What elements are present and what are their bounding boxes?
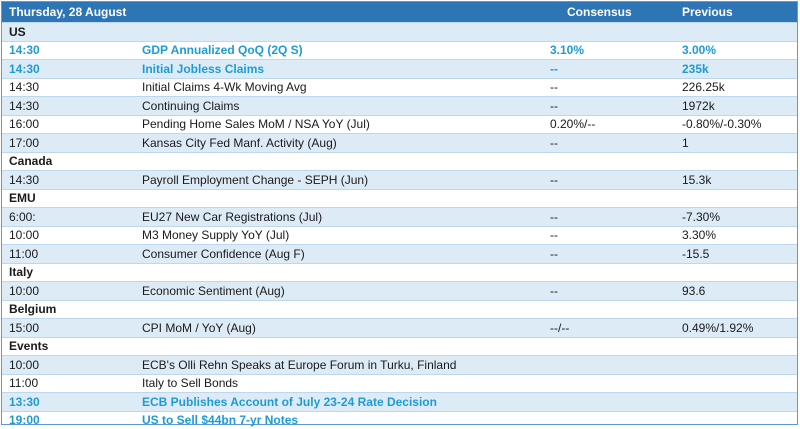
previous-cell: -15.5	[682, 247, 797, 261]
consensus-cell: --	[550, 80, 682, 94]
previous-cell: 226.25k	[682, 80, 797, 94]
table-row	[2, 355, 797, 374]
section-row	[2, 22, 797, 41]
date-header: Thursday, 28 August	[2, 5, 142, 19]
table-row	[2, 133, 797, 152]
consensus-cell: --/--	[550, 321, 682, 335]
event-cell: Pending Home Sales MoM / NSA YoY (Jul)	[142, 117, 550, 131]
table-row	[2, 115, 797, 134]
time-cell: 10:00	[2, 228, 142, 242]
time-cell: 14:30	[2, 173, 142, 187]
time-cell: 15:00	[2, 321, 142, 335]
event-cell: Initial Claims 4-Wk Moving Avg	[142, 80, 550, 94]
previous-cell: 1	[682, 136, 797, 150]
table-header	[2, 2, 797, 22]
time-cell: EMU	[2, 191, 142, 205]
event-cell: Economic Sentiment (Aug)	[142, 284, 550, 298]
consensus-cell: 3.10%	[550, 43, 682, 57]
event-cell: Italy to Sell Bonds	[142, 376, 550, 390]
table-row	[2, 318, 797, 337]
consensus-cell: --	[550, 173, 682, 187]
table-row	[2, 59, 797, 78]
time-cell: 11:00	[2, 247, 142, 261]
event-cell: Payroll Employment Change - SEPH (Jun)	[142, 173, 550, 187]
previous-cell: 235k	[682, 62, 797, 76]
previous-cell: 1972k	[682, 99, 797, 113]
consensus-cell: --	[550, 284, 682, 298]
section-row	[2, 152, 797, 171]
event-cell: Consumer Confidence (Aug F)	[142, 247, 550, 261]
table-row	[2, 170, 797, 189]
table-row	[2, 374, 797, 393]
event-cell: ECB Publishes Account of July 23-24 Rate Decision	[142, 395, 550, 409]
time-cell: 16:00	[2, 117, 142, 131]
time-cell: 13:30	[2, 395, 142, 409]
table-row	[2, 244, 797, 263]
time-cell: 19:00	[2, 413, 142, 427]
table-row	[2, 411, 797, 429]
previous-cell: -0.80%/-0.30%	[682, 117, 797, 131]
previous-cell: 3.00%	[682, 43, 797, 57]
consensus-cell: --	[550, 99, 682, 113]
consensus-cell: --	[550, 136, 682, 150]
time-cell: 10:00	[2, 284, 142, 298]
time-cell: 6:00:	[2, 210, 142, 224]
table-row	[2, 281, 797, 300]
section-row	[2, 189, 797, 208]
time-cell: Italy	[2, 265, 142, 279]
event-cell: Continuing Claims	[142, 99, 550, 113]
time-cell: Belgium	[2, 302, 142, 316]
table-row	[2, 392, 797, 411]
table-row	[2, 41, 797, 60]
consensus-cell: --	[550, 228, 682, 242]
event-cell: Kansas City Fed Manf. Activity (Aug)	[142, 136, 550, 150]
section-row	[2, 300, 797, 319]
previous-cell: 0.49%/1.92%	[682, 321, 797, 335]
economic-calendar-table	[1, 1, 798, 425]
consensus-cell: --	[550, 247, 682, 261]
table-row	[2, 207, 797, 226]
event-cell: Initial Jobless Claims	[142, 62, 550, 76]
event-cell: GDP Annualized QoQ (2Q S)	[142, 43, 550, 57]
previous-cell: 15.3k	[682, 173, 797, 187]
time-cell: 14:30	[2, 43, 142, 57]
consensus-cell: --	[550, 62, 682, 76]
time-cell: 11:00	[2, 376, 142, 390]
previous-cell: -7.30%	[682, 210, 797, 224]
event-cell: EU27 New Car Registrations (Jul)	[142, 210, 550, 224]
time-cell: Canada	[2, 154, 142, 168]
table-row	[2, 226, 797, 245]
event-cell: CPI MoM / YoY (Aug)	[142, 321, 550, 335]
time-cell: 14:30	[2, 62, 142, 76]
consensus-cell: --	[550, 210, 682, 224]
event-cell: M3 Money Supply YoY (Jul)	[142, 228, 550, 242]
consensus-cell: 0.20%/--	[550, 117, 682, 131]
table-row	[2, 78, 797, 97]
event-cell: US to Sell $44bn 7-yr Notes	[142, 413, 550, 427]
previous-cell: 93.6	[682, 284, 797, 298]
consensus-header: Consensus	[550, 5, 682, 19]
time-cell: US	[2, 25, 142, 39]
previous-cell: 3.30%	[682, 228, 797, 242]
table-body	[2, 22, 797, 429]
section-row	[2, 337, 797, 356]
section-row	[2, 263, 797, 282]
table-row	[2, 96, 797, 115]
time-cell: 14:30	[2, 80, 142, 94]
time-cell: 10:00	[2, 358, 142, 372]
time-cell: Events	[2, 339, 142, 353]
event-cell: ECB's Olli Rehn Speaks at Europe Forum in Turku, Finland	[142, 358, 550, 372]
time-cell: 17:00	[2, 136, 142, 150]
time-cell: 14:30	[2, 99, 142, 113]
previous-header: Previous	[682, 5, 797, 19]
